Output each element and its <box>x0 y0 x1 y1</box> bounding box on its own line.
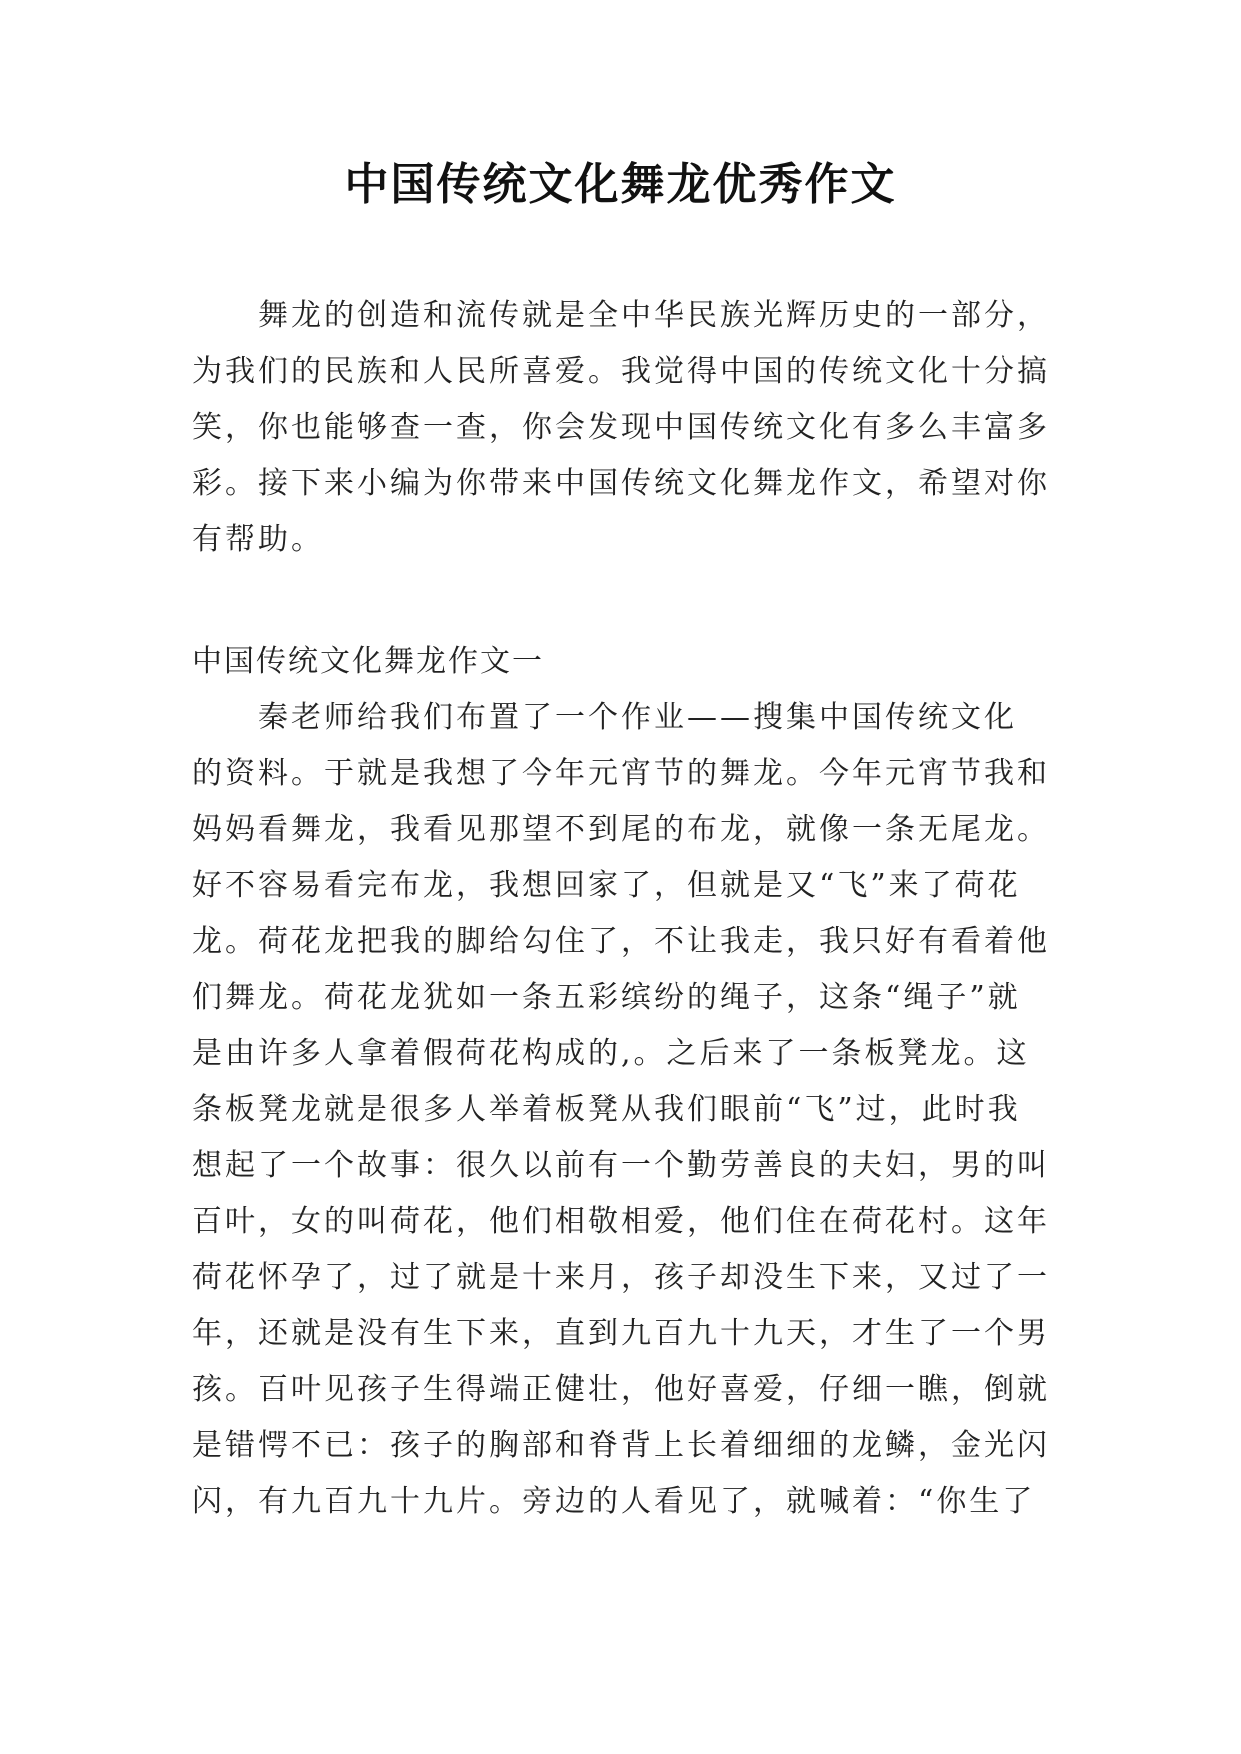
text-line: 好不容易看完布龙，我想回家了，但就是又“飞”来了荷花 <box>192 868 1021 903</box>
text-line: 是错愕不已：孩子的胸部和脊背上长着细细的龙鳞，金光闪 <box>192 1428 1050 1463</box>
text-line: 条板凳龙就是很多人举着板凳从我们眼前“飞”过，此时我 <box>192 1092 1021 1127</box>
text-line: 舞龙的创造和流传就是全中华民族光辉历史的一部分， <box>192 298 1050 333</box>
text-line: 想起了一个故事：很久以前有一个勤劳善良的夫妇，男的叫 <box>192 1148 1050 1183</box>
text-line: 百叶，女的叫荷花，他们相敬相爱，他们住在荷花村。这年 <box>192 1204 1050 1239</box>
essay-paragraph <box>192 690 1052 1530</box>
text-line: 年，还就是没有生下来，直到九百九十九天，才生了一个男 <box>192 1316 1050 1351</box>
text-line: 们舞龙。荷花龙犹如一条五彩缤纷的绳子，这条“绳子”就 <box>192 980 1021 1015</box>
text-line: 是由许多人拿着假荷花构成的,。之后来了一条板凳龙。这 <box>192 1036 1030 1071</box>
text-line: 秦老师给我们布置了一个作业——搜集中国传统文化 <box>192 700 1017 735</box>
text-line: 妈妈看舞龙，我看见那望不到尾的布龙，就像一条无尾龙。 <box>192 812 1050 847</box>
text-line: 有帮助。 <box>192 522 324 557</box>
text-line: 的资料。于就是我想了今年元宵节的舞龙。今年元宵节我和 <box>192 756 1050 791</box>
document-title: 中国传统文化舞龙优秀作文 <box>344 159 897 210</box>
text-line: 笑，你也能够查一查，你会发现中国传统文化有多么丰富多 <box>192 410 1050 445</box>
section-heading: 中国传统文化舞龙作文一 <box>192 644 544 679</box>
text-line: 彩。接下来小编为你带来中国传统文化舞龙作文，希望对你 <box>192 466 1050 501</box>
text-line: 为我们的民族和人民所喜爱。我觉得中国的传统文化十分搞 <box>192 354 1050 389</box>
text-line: 龙。荷花龙把我的脚给勾住了，不让我走，我只好有看着他 <box>192 924 1050 959</box>
text-line: 荷花怀孕了，过了就是十来月，孩子却没生下来，又过了一 <box>192 1260 1050 1295</box>
text-line: 孩。百叶见孩子生得端正健壮，他好喜爱，仔细一瞧，倒就 <box>192 1372 1050 1407</box>
intro-paragraph <box>192 288 1052 568</box>
text-line: 闪，有九百九十九片。旁边的人看见了，就喊着：“你生了 <box>192 1484 1036 1519</box>
